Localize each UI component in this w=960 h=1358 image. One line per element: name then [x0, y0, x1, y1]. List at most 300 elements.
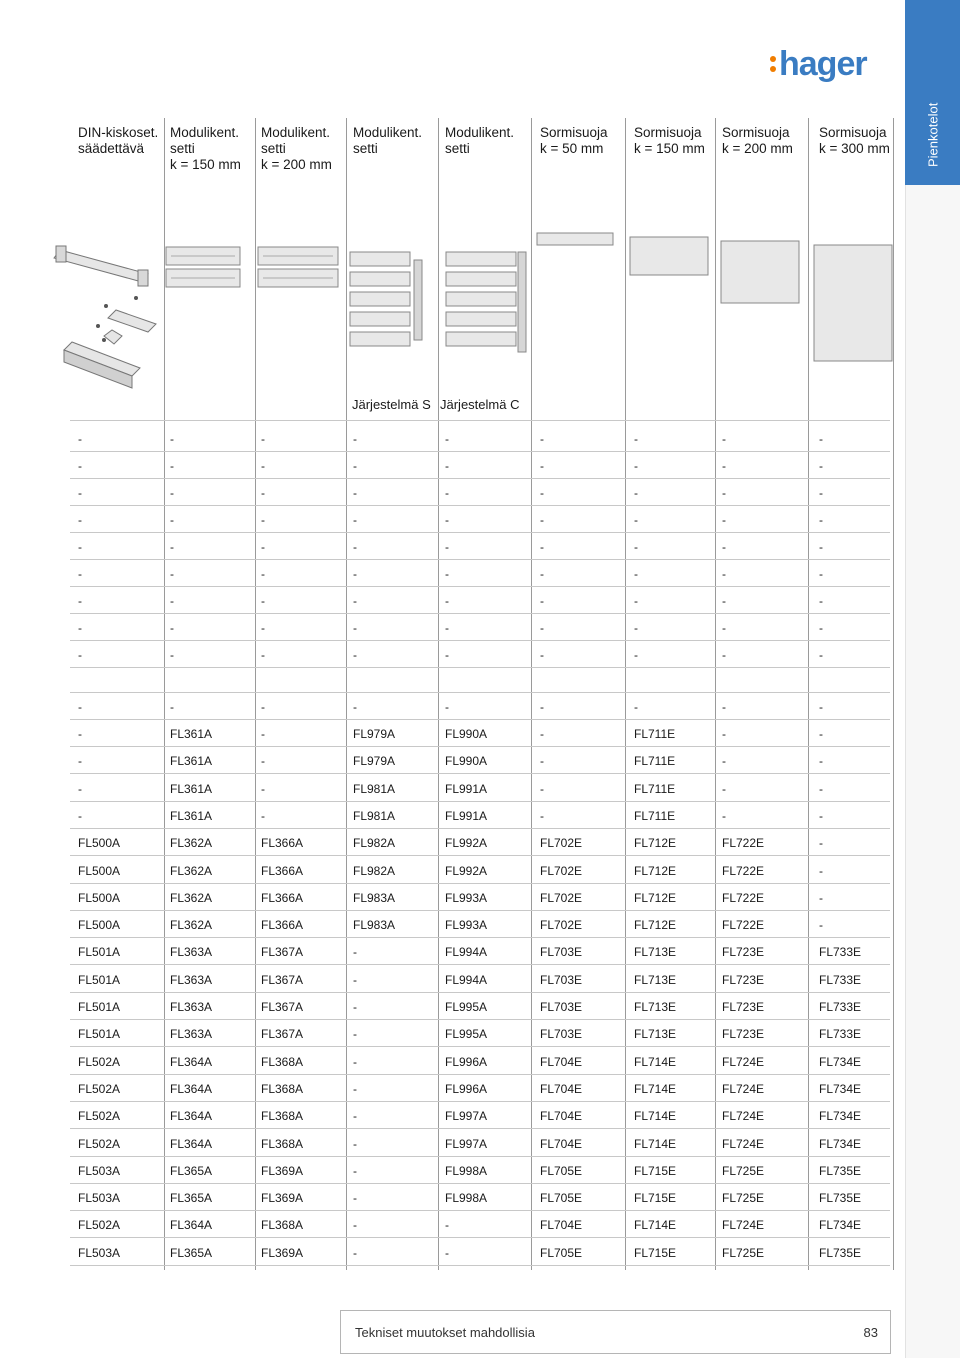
table-cell: FL500A — [78, 918, 121, 932]
table-cell: FL368A — [261, 1109, 304, 1123]
table-cell: FL997A — [445, 1109, 488, 1123]
table-cell: - — [445, 621, 449, 635]
table-cell: FL733E — [819, 973, 862, 987]
table-cell: FL733E — [819, 1027, 862, 1041]
table-cell: - — [722, 727, 726, 741]
footer-note: Tekniset muutokset mahdollisia — [355, 1325, 535, 1340]
table-cell: FL983A — [353, 918, 396, 932]
table-cell: - — [170, 700, 174, 714]
table-cell: - — [540, 648, 544, 662]
table-cell: FL991A — [445, 782, 488, 796]
table-cell: FL500A — [78, 891, 121, 905]
table-cell: FL995A — [445, 1027, 488, 1041]
table-cell: - — [722, 459, 726, 473]
table-cell: FL713E — [634, 1027, 677, 1041]
table-cell: FL364A — [170, 1082, 213, 1096]
table-cell: FL501A — [78, 1000, 121, 1014]
table-cell: - — [78, 700, 82, 714]
table-cell: - — [261, 540, 265, 554]
table-cell: - — [353, 486, 357, 500]
table-cell: FL714E — [634, 1218, 677, 1232]
table-cell: - — [819, 782, 823, 796]
table-cell: - — [634, 648, 638, 662]
row-divider — [70, 451, 890, 452]
footer — [340, 1310, 891, 1354]
table-cell: FL702E — [540, 864, 583, 878]
row-divider — [70, 1156, 890, 1157]
table-cell: FL365A — [170, 1164, 213, 1178]
row-divider — [70, 1210, 890, 1211]
table-cell: - — [634, 432, 638, 446]
table-cell: - — [261, 648, 265, 662]
table-cell: FL715E — [634, 1164, 677, 1178]
table-cell: FL501A — [78, 1027, 121, 1041]
table-cell: FL362A — [170, 891, 213, 905]
system-s-label: Järjestelmä S — [352, 397, 431, 412]
table-cell: - — [353, 1082, 357, 1096]
row-divider — [70, 746, 890, 747]
table-cell: - — [353, 594, 357, 608]
table-cell: - — [353, 1164, 357, 1178]
column-header: DIN-kiskoset. säädettävä — [78, 125, 159, 156]
module-kit-system-s-image — [344, 250, 434, 350]
table-cell: FL723E — [722, 945, 765, 959]
table-cell: - — [353, 1218, 357, 1232]
table-cell: - — [722, 754, 726, 768]
row-divider — [70, 1074, 890, 1075]
table-cell: - — [722, 567, 726, 581]
cover-200-image — [720, 240, 800, 304]
column-separator — [808, 118, 809, 1270]
table-cell: FL503A — [78, 1164, 121, 1178]
table-cell: FL704E — [540, 1082, 583, 1096]
table-cell: - — [540, 540, 544, 554]
table-cell: - — [170, 432, 174, 446]
row-divider — [70, 773, 890, 774]
table-cell: FL724E — [722, 1137, 765, 1151]
table-cell: FL992A — [445, 836, 488, 850]
table-cell: - — [353, 945, 357, 959]
column-header: Modulikent. setti k = 200 mm — [261, 125, 332, 172]
table-cell: - — [261, 727, 265, 741]
cover-150-image — [629, 236, 709, 276]
table-cell: FL724E — [722, 1218, 765, 1232]
page-number: 83 — [863, 1325, 878, 1340]
table-cell: - — [353, 540, 357, 554]
table-cell: - — [819, 836, 823, 850]
row-divider — [70, 640, 890, 641]
column-header: Modulikent. setti — [353, 125, 423, 156]
table-cell: FL503A — [78, 1246, 121, 1260]
row-divider — [70, 937, 890, 938]
table-cell: - — [819, 809, 823, 823]
table-cell: FL502A — [78, 1137, 121, 1151]
table-cell: - — [722, 621, 726, 635]
table-cell: - — [819, 513, 823, 527]
table-cell: - — [722, 782, 726, 796]
table-cell: FL368A — [261, 1218, 304, 1232]
table-cell: - — [540, 459, 544, 473]
table-cell: FL369A — [261, 1191, 304, 1205]
table-cell: FL990A — [445, 727, 488, 741]
table-cell: FL981A — [353, 809, 396, 823]
table-cell: - — [819, 648, 823, 662]
cover-50-image — [536, 232, 614, 246]
table-cell: FL713E — [634, 945, 677, 959]
table-cell: FL702E — [540, 891, 583, 905]
column-header: Sormisuoja k = 150 mm — [634, 125, 705, 156]
table-cell: FL734E — [819, 1137, 862, 1151]
table-cell: FL733E — [819, 1000, 862, 1014]
table-cell: FL993A — [445, 918, 488, 932]
row-divider — [70, 1101, 890, 1102]
table-cell: FL712E — [634, 864, 677, 878]
table-cell: - — [722, 486, 726, 500]
row-divider — [70, 883, 890, 884]
table-cell: - — [78, 809, 82, 823]
table-cell: FL992A — [445, 864, 488, 878]
table-cell: - — [78, 648, 82, 662]
table-cell: FL711E — [634, 782, 676, 796]
hager-logo — [770, 44, 867, 84]
table-cell: - — [540, 594, 544, 608]
table-cell: FL712E — [634, 918, 677, 932]
table-cell: - — [634, 621, 638, 635]
table-cell: - — [353, 432, 357, 446]
table-cell: - — [261, 513, 265, 527]
table-cell: FL982A — [353, 836, 396, 850]
table-cell: - — [78, 486, 82, 500]
table-cell: FL722E — [722, 918, 765, 932]
row-divider — [70, 910, 890, 911]
table-cell: - — [78, 754, 82, 768]
table-cell: - — [78, 621, 82, 635]
table-cell: - — [634, 594, 638, 608]
row-divider — [70, 505, 890, 506]
table-cell: FL724E — [722, 1055, 765, 1069]
table-cell: - — [819, 594, 823, 608]
table-cell: FL734E — [819, 1218, 862, 1232]
table-cell: FL704E — [540, 1109, 583, 1123]
table-cell: - — [261, 459, 265, 473]
system-c-label: Järjestelmä C — [440, 397, 520, 412]
table-cell: - — [445, 432, 449, 446]
table-cell: - — [819, 459, 823, 473]
table-cell: - — [634, 540, 638, 554]
table-cell: FL365A — [170, 1246, 213, 1260]
table-cell: - — [353, 1055, 357, 1069]
table-cell: FL723E — [722, 1027, 765, 1041]
table-cell: FL725E — [722, 1191, 765, 1205]
column-header: Sormisuoja k = 50 mm — [540, 125, 608, 156]
table-cell: - — [261, 621, 265, 635]
table-cell: FL715E — [634, 1246, 677, 1260]
table-cell: FL369A — [261, 1246, 304, 1260]
table-cell: - — [445, 700, 449, 714]
table-cell: FL362A — [170, 918, 213, 932]
table-cell: FL982A — [353, 864, 396, 878]
table-cell: FL705E — [540, 1164, 583, 1178]
table-cell: FL712E — [634, 836, 677, 850]
table-cell: FL367A — [261, 1000, 304, 1014]
table-cell: FL502A — [78, 1218, 121, 1232]
table-cell: FL704E — [540, 1137, 583, 1151]
table-cell: - — [261, 594, 265, 608]
table-cell: FL724E — [722, 1082, 765, 1096]
table-cell: - — [78, 567, 82, 581]
table-cell: - — [353, 1246, 357, 1260]
table-cell: FL366A — [261, 891, 304, 905]
column-header: Sormisuoja k = 300 mm — [819, 125, 890, 156]
row-divider — [70, 828, 890, 829]
table-cell: - — [78, 513, 82, 527]
table-cell: - — [819, 918, 823, 932]
table-cell: FL733E — [819, 945, 862, 959]
row-divider — [70, 964, 890, 965]
row-divider — [70, 855, 890, 856]
table-cell: FL369A — [261, 1164, 304, 1178]
table-cell: - — [819, 567, 823, 581]
module-kit-200-image — [257, 245, 339, 289]
table-cell: FL367A — [261, 973, 304, 987]
table-cell: - — [353, 1137, 357, 1151]
table-cell: - — [445, 567, 449, 581]
table-cell: FL363A — [170, 945, 213, 959]
table-cell: FL994A — [445, 973, 488, 987]
module-kit-150-image — [165, 245, 241, 289]
table-cell: FL365A — [170, 1191, 213, 1205]
table-cell: FL734E — [819, 1055, 862, 1069]
row-divider — [70, 586, 890, 587]
column-separator — [255, 118, 256, 1270]
table-cell: - — [170, 486, 174, 500]
table-cell: - — [170, 621, 174, 635]
table-cell: - — [353, 648, 357, 662]
table-cell: FL711E — [634, 754, 676, 768]
table-cell: FL724E — [722, 1109, 765, 1123]
table-cell: FL715E — [634, 1191, 677, 1205]
table-cell: - — [819, 540, 823, 554]
table-cell: - — [261, 432, 265, 446]
row-divider — [70, 1183, 890, 1184]
table-cell: FL722E — [722, 864, 765, 878]
table-cell: - — [445, 459, 449, 473]
table-cell: - — [353, 621, 357, 635]
table-cell: - — [819, 700, 823, 714]
table-cell: FL703E — [540, 973, 583, 987]
table-cell: FL735E — [819, 1191, 862, 1205]
table-cell: FL502A — [78, 1109, 121, 1123]
table-cell: FL366A — [261, 864, 304, 878]
table-cell: FL364A — [170, 1055, 213, 1069]
table-cell: - — [353, 973, 357, 987]
table-cell: - — [261, 809, 265, 823]
table-cell: - — [353, 1000, 357, 1014]
column-header: Sormisuoja k = 200 mm — [722, 125, 793, 156]
table-cell: FL713E — [634, 1000, 677, 1014]
table-cell: - — [722, 432, 726, 446]
table-cell: - — [353, 1191, 357, 1205]
table-cell: - — [540, 782, 544, 796]
table-cell: FL994A — [445, 945, 488, 959]
table-cell: FL996A — [445, 1082, 488, 1096]
table-cell: - — [445, 648, 449, 662]
logo-dots — [770, 56, 776, 72]
table-cell: - — [540, 727, 544, 741]
table-cell: - — [78, 540, 82, 554]
table-cell: - — [261, 700, 265, 714]
table-cell: - — [445, 540, 449, 554]
table-cell: - — [170, 648, 174, 662]
row-divider — [70, 532, 890, 533]
table-cell: FL723E — [722, 973, 765, 987]
table-cell: - — [78, 782, 82, 796]
table-cell: FL991A — [445, 809, 488, 823]
table-cell: FL714E — [634, 1109, 677, 1123]
logo-wordmark: hager — [779, 45, 867, 83]
table-cell: FL997A — [445, 1137, 488, 1151]
table-cell: - — [261, 754, 265, 768]
table-cell: - — [353, 459, 357, 473]
table-cell: FL734E — [819, 1109, 862, 1123]
table-cell: - — [445, 1218, 449, 1232]
table-cell: - — [78, 432, 82, 446]
table-cell: - — [540, 486, 544, 500]
table-cell: FL501A — [78, 945, 121, 959]
table-cell: - — [722, 809, 726, 823]
row-divider — [70, 1128, 890, 1129]
table-cell: FL714E — [634, 1137, 677, 1151]
table-cell: - — [634, 567, 638, 581]
table-cell: FL500A — [78, 864, 121, 878]
table-cell: FL363A — [170, 1000, 213, 1014]
row-divider — [70, 801, 890, 802]
table-cell: FL364A — [170, 1218, 213, 1232]
table-cell: FL366A — [261, 836, 304, 850]
table-cell: FL368A — [261, 1055, 304, 1069]
table-cell: FL362A — [170, 864, 213, 878]
table-cell: FL725E — [722, 1246, 765, 1260]
table-cell: FL361A — [170, 809, 213, 823]
table-cell: FL711E — [634, 727, 676, 741]
table-cell: - — [540, 567, 544, 581]
table-cell: - — [353, 700, 357, 714]
table-cell: - — [540, 700, 544, 714]
column-header: Modulikent. setti — [445, 125, 515, 156]
table-cell: - — [170, 567, 174, 581]
table-cell: - — [170, 513, 174, 527]
table-cell: FL996A — [445, 1055, 488, 1069]
table-cell: FL361A — [170, 754, 213, 768]
table-cell: FL364A — [170, 1137, 213, 1151]
table-cell: - — [445, 594, 449, 608]
column-separator — [625, 118, 626, 1270]
table-cell: FL722E — [722, 891, 765, 905]
table-cell: FL362A — [170, 836, 213, 850]
table-cell: - — [634, 700, 638, 714]
table-cell: FL361A — [170, 782, 213, 796]
table-cell: FL364A — [170, 1109, 213, 1123]
row-divider — [70, 613, 890, 614]
table-cell: FL705E — [540, 1246, 583, 1260]
row-divider — [70, 478, 890, 479]
column-separator — [893, 118, 894, 1270]
table-cell: FL990A — [445, 754, 488, 768]
table-cell: - — [722, 700, 726, 714]
table-cell: FL993A — [445, 891, 488, 905]
table-cell: FL998A — [445, 1191, 488, 1205]
table-cell: FL363A — [170, 1027, 213, 1041]
module-kit-system-c-image — [436, 250, 534, 360]
table-cell: - — [540, 513, 544, 527]
table-cell: FL722E — [722, 836, 765, 850]
table-cell: FL735E — [819, 1246, 862, 1260]
table-cell: FL702E — [540, 918, 583, 932]
table-cell: - — [445, 486, 449, 500]
table-cell: FL361A — [170, 727, 213, 741]
table-cell: FL367A — [261, 1027, 304, 1041]
table-cell: - — [722, 648, 726, 662]
table-cell: - — [819, 621, 823, 635]
row-divider — [70, 1237, 890, 1238]
table-cell: FL366A — [261, 918, 304, 932]
table-cell: - — [170, 594, 174, 608]
row-divider — [70, 719, 890, 720]
table-cell: FL713E — [634, 973, 677, 987]
row-divider — [70, 559, 890, 560]
table-cell: FL368A — [261, 1137, 304, 1151]
table-cell: FL981A — [353, 782, 396, 796]
table-cell: - — [540, 621, 544, 635]
table-cell: FL714E — [634, 1082, 677, 1096]
table-cell: FL368A — [261, 1082, 304, 1096]
row-divider — [70, 1019, 890, 1020]
row-divider — [70, 992, 890, 993]
table-cell: - — [819, 754, 823, 768]
table-cell: FL367A — [261, 945, 304, 959]
table-cell: FL503A — [78, 1191, 121, 1205]
table-cell: - — [353, 567, 357, 581]
table-cell: FL979A — [353, 754, 396, 768]
table-cell: - — [540, 432, 544, 446]
system-divider — [70, 420, 890, 421]
table-cell: FL712E — [634, 891, 677, 905]
table-cell: - — [819, 864, 823, 878]
table-cell: - — [634, 486, 638, 500]
table-cell: - — [540, 809, 544, 823]
table-cell: FL703E — [540, 1000, 583, 1014]
table-cell: FL714E — [634, 1055, 677, 1069]
row-divider — [70, 1265, 890, 1266]
table-cell: - — [78, 594, 82, 608]
table-cell: FL983A — [353, 891, 396, 905]
table-cell: - — [261, 486, 265, 500]
table-cell: FL979A — [353, 727, 396, 741]
table-cell: FL501A — [78, 973, 121, 987]
din-rail-image — [46, 240, 164, 400]
table-cell: FL734E — [819, 1082, 862, 1096]
row-divider — [70, 692, 890, 693]
table-cell: FL704E — [540, 1055, 583, 1069]
column-separator — [715, 118, 716, 1270]
table-cell: - — [722, 513, 726, 527]
table-cell: FL500A — [78, 836, 121, 850]
table-cell: - — [819, 727, 823, 741]
table-cell: - — [353, 513, 357, 527]
table-cell: - — [261, 567, 265, 581]
table-cell: - — [445, 513, 449, 527]
table-cell: - — [722, 540, 726, 554]
